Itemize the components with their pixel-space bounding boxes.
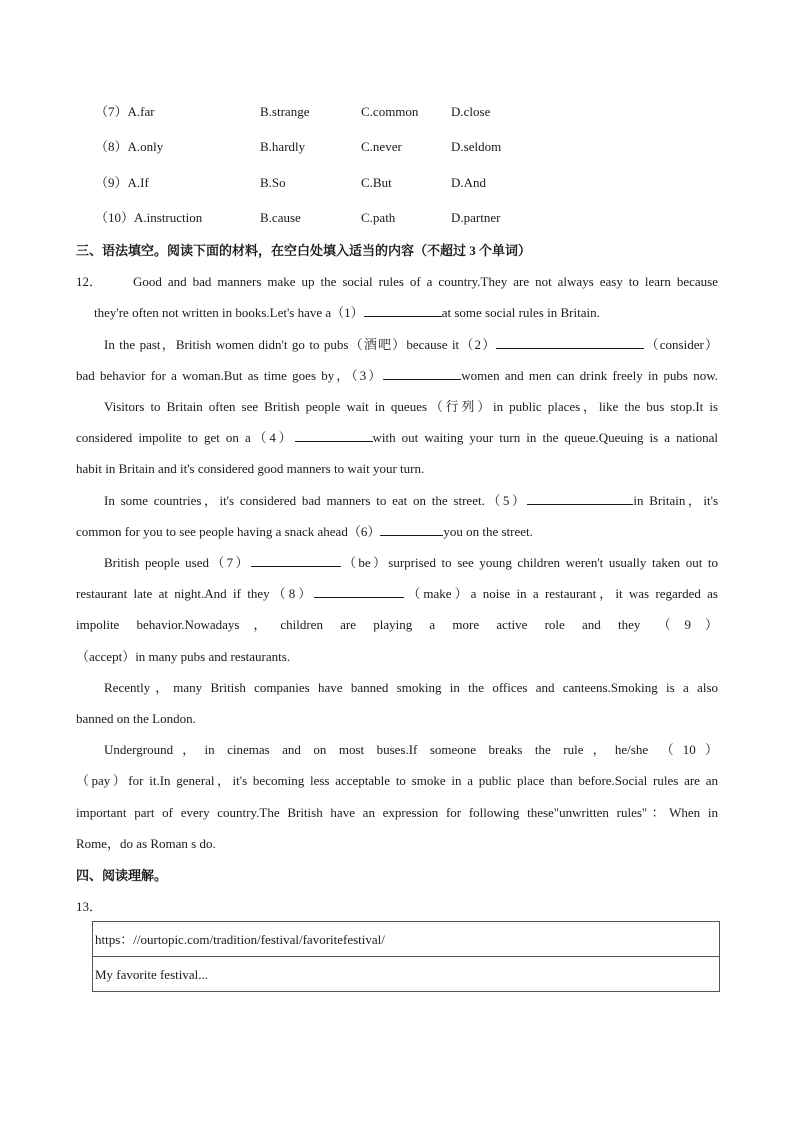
blank-3[interactable] [383,366,461,380]
option-9-a: （9）A.If [95,175,149,190]
option-row-7 [95,102,655,122]
blank-4[interactable] [295,428,373,442]
option-8-a: （8）A.only [95,139,164,154]
blank-6[interactable] [380,522,443,536]
passage-line-11: restaurant late at night.And if they（8） （make）a noise in a restaurant，it was regarded as [76,586,718,601]
option-9-b: B.So [260,175,286,190]
option-10-a: （10）A.instruction [95,210,203,225]
option-row-10 [95,208,655,228]
option-row-9 [95,173,655,193]
blank-7[interactable] [251,553,341,567]
option-8-b: B.hardly [260,139,306,154]
question-13-number: 13． [76,899,103,914]
option-10-b: B.cause [260,210,301,225]
passage-line-9: common for you to see people having a snack ahead（6） you on the street. [76,524,533,539]
option-7-b: B.strange [260,104,310,119]
passage-line-1: Good and bad manners make up the social rules of a country.They are not always easy to learn because [133,274,718,289]
passage-line-16: Underground，in cinemas and on most buses.If someone breaks the rule，he/she （10） [104,742,718,757]
passage-line-15: banned on the London. [76,711,196,726]
passage-line-10: British people used（7） （be）surprised to see young children weren't usually taken out to [104,555,718,570]
passage-line-19: Rome，do as Roman s do. [76,836,216,851]
page-preview-text: My favorite festival... [95,967,208,982]
passage-line-6: considered impolite to get on a（4） with out waiting your turn in the queue.Queuing is a national [76,430,719,445]
webpage-box [92,921,720,992]
option-8-c: C.never [361,139,402,154]
passage-line-13: （accept）in many pubs and restaurants. [76,649,291,664]
option-7-a: （7）A.far [95,104,155,119]
passage-line-12: impolite behavior.Nowadays，children are playing a more active role and they （9） [76,617,718,632]
passage-line-5: Visitors to Britain often see British people wait in queues（行列）in public places，like the bus stop.It is [104,399,718,414]
question-12-number: 12． [76,274,103,289]
passage-line-14: Recently，many British companies have banned smoking in the offices and canteens.Smoking is a also [104,680,718,695]
blank-8[interactable] [314,584,404,598]
passage-line-2: they're often not written in books.Let's have a（1） at some social rules in Britain. [94,305,600,320]
blank-1[interactable] [364,303,442,317]
section-3-heading: 三、语法填空。阅读下面的材料，在空白处填入适当的内容（不超过 3 个单词） [76,243,532,258]
url-text: https：//ourtopic.com/tradition/festival/favoritefestival/ [93,922,719,957]
option-10-d: D.partner [451,210,501,225]
blank-5[interactable] [527,491,633,505]
passage-line-7: habit in Britain and it's considered good manners to wait your turn. [76,461,425,476]
passage-line-4: bad behavior for a woman.But as time goes by，（3） women and men can drink freely in pubs now. [76,368,718,383]
option-10-c: C.path [361,210,396,225]
passage-line-3: In the past，British women didn't go to pubs（酒吧）because it（2） （consider） [104,337,718,352]
option-9-d: D.And [451,175,487,190]
passage-line-18: important part of every country.The British have an expression for following these"unwritten rules"：When in [76,805,718,820]
option-8-d: D.seldom [451,139,502,154]
blank-2[interactable] [496,335,644,349]
passage-line-8: In some countries，it's considered bad manners to eat on the street.（5） in Britain，it's [104,493,718,508]
passage-line-17: （pay）for it.In general，it's becoming less acceptable to smoke in a public place than before.Social rules are an [76,773,718,788]
option-9-c: C.But [361,175,392,190]
option-row-8 [95,137,655,157]
option-7-c: C.common [361,104,419,119]
section-4-heading: 四、阅读理解。 [76,868,168,883]
option-7-d: D.close [451,104,491,119]
